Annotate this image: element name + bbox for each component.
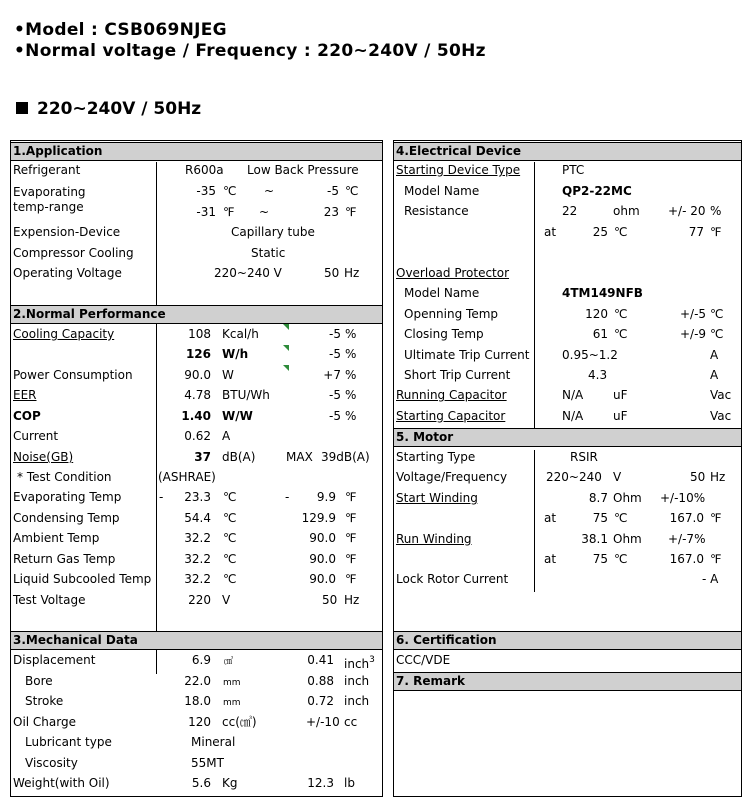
right-divider xyxy=(534,162,535,428)
certification-header: 6. Certification xyxy=(394,631,741,650)
evap-temp-label: Evaporating Temp xyxy=(13,490,122,504)
cop-tol: -5 xyxy=(329,409,341,423)
tv-hz: Hz xyxy=(344,593,360,607)
oil-tol: +/-10 xyxy=(306,715,340,729)
cc-kcal-unit: Kcal/h xyxy=(222,327,259,341)
refrigerant-value: R600a xyxy=(185,163,224,177)
flag-marker-icon xyxy=(283,324,289,330)
disp-value: 6.9 xyxy=(191,653,211,667)
eer-unit: BTU/Wh xyxy=(222,388,270,402)
amb-temp-f-unit: ℉ xyxy=(345,531,357,545)
eer-label: EER xyxy=(13,388,37,402)
evap-f-unit-2: ℉ xyxy=(345,205,357,219)
evap-c-high: -5 xyxy=(327,184,339,198)
cond-temp-f: 129.9 xyxy=(301,511,336,525)
back-pressure: Low Back Pressure xyxy=(247,163,359,177)
sw-at-c: 75 xyxy=(592,511,608,525)
evap-tilde: ~ xyxy=(264,184,275,198)
evap-f-low: -31 xyxy=(196,205,216,219)
stc-value: 4.3 xyxy=(588,368,608,382)
close-tol: +/-9 xyxy=(680,327,707,341)
vf-voltage: 220~240 xyxy=(546,470,602,484)
evap-c-unit: ℃ xyxy=(223,184,237,198)
rw-at-c-unit: ℃ xyxy=(614,552,628,566)
olp-label: Overload Protector xyxy=(396,266,510,280)
res-at-c: 25 xyxy=(592,225,608,239)
sc-unit: uF xyxy=(613,409,628,423)
motor-header: 5. Motor xyxy=(394,428,741,447)
test-cond-label: * Test Condition xyxy=(17,470,112,484)
cop-label: COP xyxy=(13,409,41,423)
eer-tol: -5 xyxy=(329,388,341,402)
current-label: Current xyxy=(13,429,59,443)
cc-kcal: 108 xyxy=(188,327,211,341)
oil-label: Oil Charge xyxy=(13,715,76,729)
noise-unit: dB(A) xyxy=(222,450,256,464)
cc-label: Cooling Capacity xyxy=(13,327,115,341)
open-label: Openning Temp xyxy=(404,307,499,321)
pc-tol: +7 xyxy=(323,368,341,382)
current-unit: A xyxy=(222,429,231,443)
ret-temp-f-unit: ℉ xyxy=(345,552,357,566)
application-header: 1.Application xyxy=(11,142,382,161)
lrc-label: Lock Rotor Current xyxy=(396,572,509,586)
sw-value: 8.7 xyxy=(588,491,608,505)
expansion-label: Expension-Device xyxy=(13,225,121,239)
pc-label: Power Consumption xyxy=(13,368,133,382)
cond-temp-label: Condensing Temp xyxy=(13,511,120,525)
rc-value: N/A xyxy=(562,388,584,402)
stroke-unit: mm xyxy=(223,698,241,708)
cond-temp-c-unit: ℃ xyxy=(223,511,237,525)
amb-temp-c-unit: ℃ xyxy=(223,531,237,545)
noise-max: 39dB(A) xyxy=(321,450,370,464)
test-cond-value: (ASHRAE) xyxy=(158,470,216,484)
cooling-value: Static xyxy=(251,246,286,260)
cop-value: 1.40 xyxy=(181,409,211,423)
st-label: Starting Type xyxy=(396,450,476,464)
visc-label: Viscosity xyxy=(25,756,78,770)
visc-value: 55MT xyxy=(191,756,224,770)
close-tol-unit: ℃ xyxy=(710,327,724,341)
electrical-header: 4.Electrical Device xyxy=(394,142,741,161)
cc-w: 126 xyxy=(185,347,211,361)
ret-temp-label: Return Gas Temp xyxy=(13,552,116,566)
noise-label: Noise(GB) xyxy=(13,450,74,464)
wt-label: Weight(with Oil) xyxy=(13,776,110,790)
lub-value: Mineral xyxy=(191,735,236,749)
cc-w-unit: W/h xyxy=(222,347,249,361)
res-tol: +/- 20 xyxy=(668,204,706,218)
utc-unit: A xyxy=(710,348,719,362)
rc-vac: Vac xyxy=(710,388,732,402)
open-tol-unit: ℃ xyxy=(710,307,724,321)
motor-divider xyxy=(534,450,535,592)
open-value: 120 xyxy=(585,307,608,321)
evap-c-unit-2: ℃ xyxy=(345,184,359,198)
res-unit: ohm xyxy=(613,204,640,218)
cond-temp-f-unit: ℉ xyxy=(345,511,357,525)
rw-tol: +/-7% xyxy=(668,532,706,546)
rw-at-c: 75 xyxy=(592,552,608,566)
ret-temp-f: 90.0 xyxy=(309,552,336,566)
evap-c-low: -35 xyxy=(196,184,216,198)
bore-value: 22.0 xyxy=(184,674,211,688)
ret-temp-c-unit: ℃ xyxy=(223,552,237,566)
sw-at-f: 167.0 xyxy=(669,511,704,525)
olp-model: 4TM149NFB xyxy=(562,286,643,300)
mechanical-header: 3.Mechanical Data xyxy=(11,631,382,650)
wt-value: 5.6 xyxy=(191,776,211,790)
noise-value: 37 xyxy=(194,450,211,464)
res-pct: % xyxy=(710,204,722,218)
rw-at-f: 167.0 xyxy=(669,552,704,566)
bore-inch-unit: inch xyxy=(344,674,370,688)
wt-unit: Kg xyxy=(222,776,238,790)
cop-unit: W/W xyxy=(222,409,253,423)
sdt-label: Starting Device Type xyxy=(396,163,521,177)
oil-cc: cc xyxy=(344,715,358,729)
vf-hz: Hz xyxy=(710,470,726,484)
performance-header: 2.Normal Performance xyxy=(11,305,382,324)
lub-label: Lubricant type xyxy=(25,735,112,749)
olp-model-label: Model Name xyxy=(404,286,480,300)
right-panel xyxy=(393,140,742,797)
evap-label-2: temp-range xyxy=(13,200,84,214)
tv-label: Test Voltage xyxy=(13,593,86,607)
flag-marker-icon xyxy=(283,365,289,371)
left-divider xyxy=(156,162,157,674)
vf-hz-value: 50 xyxy=(690,470,706,484)
tv-unit: V xyxy=(222,593,231,607)
sw-label: Start Winding xyxy=(396,491,478,505)
wt-lb-unit: lb xyxy=(344,776,355,790)
pc-value: 90.0 xyxy=(184,368,211,382)
section-title: 220~240V / 50Hz xyxy=(37,99,202,119)
amb-temp-label: Ambient Temp xyxy=(13,531,100,545)
stc-unit: A xyxy=(710,368,719,382)
evap-tilde-2: ~ xyxy=(259,205,270,219)
pc-pct: % xyxy=(345,368,357,382)
stroke-value: 18.0 xyxy=(184,694,211,708)
cc-tol: -5 xyxy=(329,327,341,341)
res-at-c-unit: ℃ xyxy=(614,225,628,239)
stc-label: Short Trip Current xyxy=(404,368,511,382)
eer-pct: % xyxy=(345,388,357,402)
close-unit: ℃ xyxy=(614,327,628,341)
cooling-label: Compressor Cooling xyxy=(13,246,134,260)
section-heading xyxy=(16,99,201,119)
sw-tol: +/-10% xyxy=(660,491,706,505)
open-unit: ℃ xyxy=(614,307,628,321)
liq-temp-label: Liquid Subcooled Temp xyxy=(13,572,152,586)
open-tol: +/-5 xyxy=(680,307,707,321)
oil-unit: cc(㎤) xyxy=(222,715,257,729)
disp-unit: ㎤ xyxy=(224,657,234,667)
utc-value: 0.95~1.2 xyxy=(562,348,618,362)
liq-temp-f: 90.0 xyxy=(309,572,336,586)
cop-pct: % xyxy=(345,409,357,423)
left-panel xyxy=(10,140,383,797)
rw-at-f-unit: ℉ xyxy=(710,552,722,566)
rw-unit: Ohm xyxy=(613,532,642,546)
op-freq: 50 xyxy=(324,266,340,280)
rw-label: Run Winding xyxy=(396,532,472,546)
stroke-inch: 0.72 xyxy=(307,694,334,708)
disp-inch: 0.41 xyxy=(307,653,334,667)
bore-inch: 0.88 xyxy=(307,674,334,688)
evap-label-1: Evaporating xyxy=(13,185,86,199)
expansion-value: Capillary tube xyxy=(231,225,315,239)
tv-hz-value: 50 xyxy=(322,593,338,607)
disp-inch-unit: inch$^3$ xyxy=(344,655,375,671)
certification-value: CCC/VDE xyxy=(396,653,451,667)
sdt-model-label: Model Name xyxy=(404,184,480,198)
sdt-value: PTC xyxy=(562,163,585,177)
liq-temp-c-unit: ℃ xyxy=(223,572,237,586)
amb-temp-c: 32.2 xyxy=(184,531,211,545)
sw-at-f-unit: ℉ xyxy=(710,511,722,525)
evap-f-high: 23 xyxy=(323,205,339,219)
res-at-f-unit: ℉ xyxy=(710,225,722,239)
square-bullet-icon xyxy=(16,102,28,114)
sw-at: at xyxy=(544,511,557,525)
close-label: Closing Temp xyxy=(404,327,484,341)
noise-max-label: MAX xyxy=(286,450,313,464)
liq-temp-f-unit: ℉ xyxy=(345,572,357,586)
op-volt-label: Operating Voltage xyxy=(13,266,122,280)
refrigerant-label: Refrigerant xyxy=(13,163,81,177)
eer-value: 4.78 xyxy=(184,388,211,402)
vf-label: Voltage/Frequency xyxy=(396,470,508,484)
sc-label: Starting Capacitor xyxy=(396,409,506,423)
close-value: 61 xyxy=(592,327,608,341)
evap-temp-c: 23.3 xyxy=(184,490,211,504)
flag-marker-icon xyxy=(283,345,289,351)
evap-temp-f-unit: ℉ xyxy=(345,490,357,504)
vf-v-unit: V xyxy=(613,470,622,484)
utc-label: Ultimate Trip Current xyxy=(404,348,530,362)
amb-temp-f: 90.0 xyxy=(309,531,336,545)
sc-value: N/A xyxy=(562,409,584,423)
res-value: 22 xyxy=(562,204,578,218)
stroke-inch-unit: inch xyxy=(344,694,370,708)
evap-temp-dash-2: - xyxy=(285,490,290,504)
st-value: RSIR xyxy=(570,450,598,464)
cc-pct: % xyxy=(345,327,357,341)
cc-w-pct: % xyxy=(345,347,357,361)
liq-temp-c: 32.2 xyxy=(184,572,211,586)
voltage-line: •Normal voltage / Frequency : 220~240V / 50Hz xyxy=(14,41,486,61)
bore-unit: mm xyxy=(223,678,241,688)
cond-temp-c: 54.4 xyxy=(184,511,211,525)
lrc-value: - A xyxy=(702,572,719,586)
res-at-f: 77 xyxy=(688,225,704,239)
evap-temp-dash: - xyxy=(159,490,164,504)
evap-temp-f: 9.9 xyxy=(316,490,336,504)
rc-label: Running Capacitor xyxy=(396,388,507,402)
rw-value: 38.1 xyxy=(581,532,608,546)
sdt-model: QP2-22MC xyxy=(562,184,632,198)
sw-at-c-unit: ℃ xyxy=(614,511,628,525)
pc-unit: W xyxy=(222,368,234,382)
ret-temp-c: 32.2 xyxy=(184,552,211,566)
op-hz: Hz xyxy=(344,266,360,280)
evap-temp-c-unit: ℃ xyxy=(223,490,237,504)
res-at: at xyxy=(544,225,557,239)
evap-f-unit: ℉ xyxy=(223,205,235,219)
bore-label: Bore xyxy=(25,674,53,688)
op-volt-value: 220~240 V xyxy=(214,266,282,280)
oil-value: 120 xyxy=(188,715,211,729)
remark-header: 7. Remark xyxy=(394,672,741,691)
current-value: 0.62 xyxy=(184,429,211,443)
tv-value: 220 xyxy=(188,593,211,607)
cc-w-tol: -5 xyxy=(329,347,341,361)
sw-unit: Ohm xyxy=(613,491,642,505)
res-label: Resistance xyxy=(404,204,469,218)
rc-unit: uF xyxy=(613,388,628,402)
stroke-label: Stroke xyxy=(25,694,64,708)
sc-vac: Vac xyxy=(710,409,732,423)
model-line: •Model : CSB069NJEG xyxy=(14,20,227,40)
disp-label: Displacement xyxy=(13,653,96,667)
rw-at: at xyxy=(544,552,557,566)
wt-lb: 12.3 xyxy=(307,776,334,790)
